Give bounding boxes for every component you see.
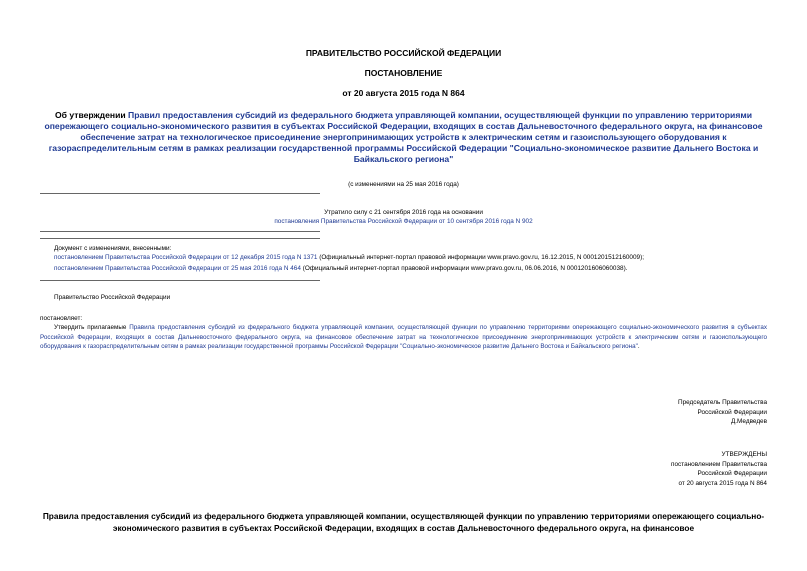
divider (40, 280, 320, 281)
change-item-2 (54, 264, 774, 273)
change-rest-2: (Официальный интернет-портал правовой информации www.pravo.gov.ru, 06.06.2016, N 0001201606060038). (300, 265, 628, 272)
signature-line1: Председатель Правительства (678, 399, 767, 406)
approve-paragraph (40, 323, 767, 352)
amendments-note: (с изменениями на 25 мая 2016 года) (348, 181, 459, 188)
approved-line4: от 20 августа 2015 года N 864 (678, 479, 767, 487)
doc-type: ПОСТАНОВЛЕНИЕ (364, 68, 443, 78)
approved-line2: постановлением Правительства (671, 460, 767, 468)
divider (40, 238, 320, 239)
approve-prefix: Утвердить прилагаемые (54, 324, 130, 331)
divider (40, 193, 320, 194)
signature-line3: Д.Медведев (730, 418, 767, 425)
title-link[interactable]: Правил предоставления субсидий из федерального бюджета управляющей компании, осуществляющей функции по управлению территориями опережающего социально-экономического развития в субъектах Российской Федерации, входящих в состав Дальневосточного федерального округа, на финансовое обеспечение затрат на технологическое присоединение энергопринимающих устройств к электрическим сетям и газоиспользующего оборудования к газораспределительным сетям в рамках реализации государственной программы Российской Федерации "Социально-экономическое развитие Дальнего Востока и Байкальского региона" (44, 110, 763, 164)
change-rest-1: (Официальный интернет-портал правовой информации www.pravo.gov.ru, 16.12.2015, N 0001201512160009); (317, 254, 645, 261)
changes-intro: Документ с изменениями, внесенными: (54, 245, 172, 252)
rules-title: Правила предоставления субсидий из федерального бюджета управляющей компании, осуществляющей функции по управлению территориями опережающего социально-экономического развития в субъектах Российской Федерации, входящих в состав Дальневосточного федерального округа, на финансовое (42, 511, 765, 533)
title-prefix: Об утверждении (55, 110, 129, 120)
decrees-line: постановляет: (40, 315, 83, 322)
signature-line2: Российской Федерации (697, 408, 767, 416)
government-header: ПРАВИТЕЛЬСТВО РОССИЙСКОЙ ФЕДЕРАЦИИ (305, 48, 502, 58)
change-link-2[interactable]: постановлением Правительства Российской Федерации от 25 мая 2016 года N 464 (54, 265, 301, 272)
approve-suffix: . (637, 343, 640, 350)
change-link-1[interactable]: постановлением Правительства Российской Федерации от 12 декабря 2015 года N 1371 (54, 254, 318, 261)
expired-line1: Утратило силу с 21 сентября 2016 года на основании (324, 209, 483, 216)
approved-line1: УТВЕРЖДЕНЫ (721, 451, 767, 458)
doc-date-number: от 20 августа 2015 года N 864 (342, 88, 465, 98)
signature-block (678, 398, 767, 427)
expired-link[interactable]: постановления Правительства Российской Федерации от 10 сентября 2016 года N 902 (274, 218, 533, 225)
divider (40, 231, 320, 232)
change-item-1 (54, 253, 774, 262)
approve-link[interactable]: Правила предоставления субсидий из федерального бюджета управляющей компании, осуществляющей функции по управлению территориями опережающего социально-экономического развития в субъектах Российской Федерации, входящих в состав Дальневосточного федерального округа, на финансовое обеспечение затрат на технологическое присоединение энергопринимающих устройств к электрическим сетям и газоиспользующего оборудования к газораспределительным сетям в рамках реализации государственной программы Российской Федерации "Социально-экономическое развитие Дальнего Востока и Байкальского региона" (40, 324, 767, 350)
government-line: Правительство Российской Федерации (54, 294, 171, 301)
document-title (40, 110, 767, 165)
approved-line3: Российской Федерации (697, 470, 767, 477)
approved-block (671, 450, 767, 488)
